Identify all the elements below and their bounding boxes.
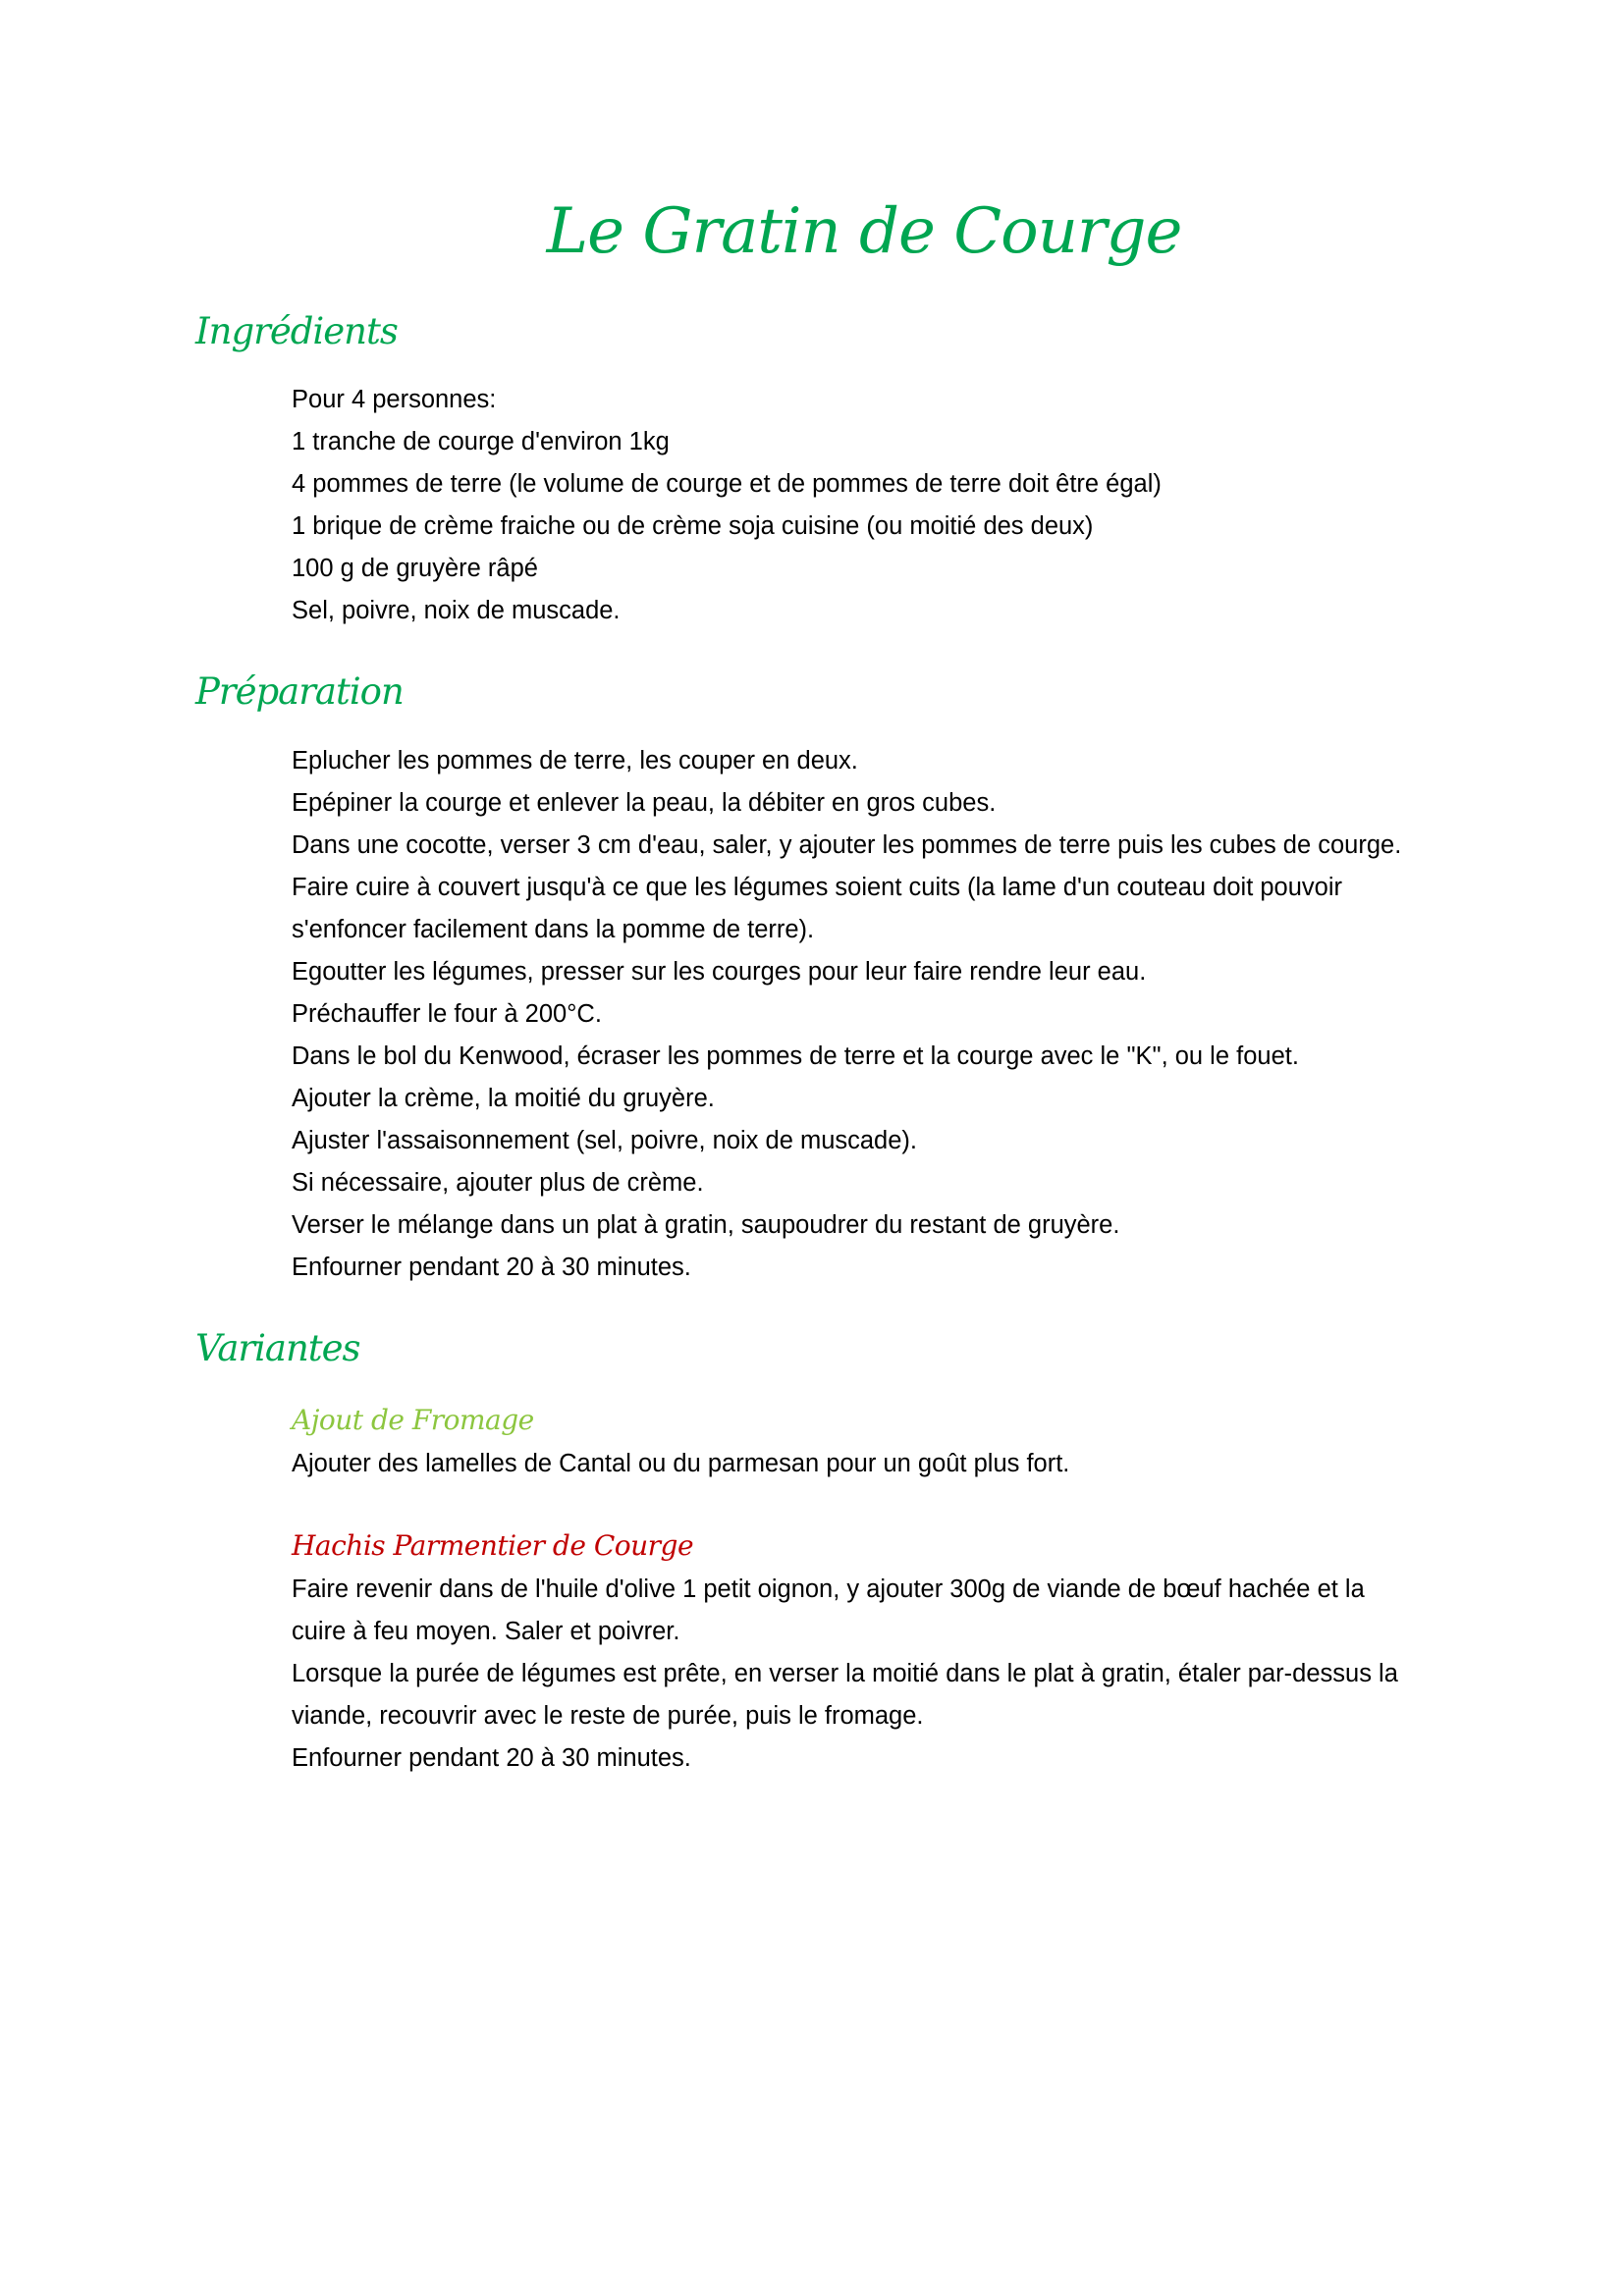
preparation-steps [292,740,1401,1289]
variantes-heading: Variantes [195,1327,360,1369]
ingredient-line: 1 tranche de courge d'environ 1kg [292,428,670,455]
ingredients-list [292,379,1162,632]
preparation-line: Ajuster l'assaisonnement (sel, poivre, noix de muscade). [292,1127,918,1154]
preparation-heading: Préparation [195,670,404,713]
variant-line: Ajouter des lamelles de Cantal ou du parmesan pour un goût plus fort. [292,1450,1070,1477]
preparation-line: Préchauffer le four à 200°C. [292,1000,602,1028]
variant-fromage-text [292,1443,1069,1485]
preparation-line: Dans une cocotte, verser 3 cm d'eau, saler, y ajouter les pommes de terre puis les cubes de courge. [292,831,1402,859]
variant-title-hachis: Hachis Parmentier de Courge [292,1529,694,1562]
preparation-line: Epépiner la courge et enlever la peau, la débiter en gros cubes. [292,789,997,817]
preparation-line: Dans le bol du Kenwood, écraser les pommes de terre et la courge avec le "K", ou le fouet. [292,1042,1299,1070]
variant-title-fromage: Ajout de Fromage [292,1404,534,1436]
preparation-line: Egoutter les légumes, presser sur les courges pour leur faire rendre leur eau. [292,958,1147,986]
ingredient-line: 100 g de gruyère râpé [292,555,538,582]
variant-hachis-text [292,1569,1398,1780]
ingredient-line: Pour 4 personnes: [292,386,497,413]
ingredient-line: 4 pommes de terre (le volume de courge et de pommes de terre doit être égal) [292,470,1162,498]
ingredients-heading: Ingrédients [195,310,398,352]
variant-line: cuire à feu moyen. Saler et poivrer. [292,1618,680,1645]
ingredient-line: 1 brique de crème fraiche ou de crème soja cuisine (ou moitié des deux) [292,512,1094,540]
preparation-line: Si nécessaire, ajouter plus de crème. [292,1169,704,1197]
preparation-line: Ajouter la crème, la moitié du gruyère. [292,1085,715,1112]
recipe-title: Le Gratin de Courge [546,195,1182,268]
preparation-line: Faire cuire à couvert jusqu'à ce que les légumes soient cuits (la lame d'un couteau doit pouvoir [292,874,1342,901]
variant-line: Enfourner pendant 20 à 30 minutes. [292,1744,691,1772]
preparation-line: Verser le mélange dans un plat à gratin, saupoudrer du restant de gruyère. [292,1211,1120,1239]
preparation-line: s'enfoncer facilement dans la pomme de terre). [292,916,815,943]
variant-line: Lorsque la purée de légumes est prête, en verser la moitié dans le plat à gratin, étaler par-dessus la [292,1660,1398,1687]
ingredient-line: Sel, poivre, noix de muscade. [292,597,621,624]
preparation-line: Eplucher les pommes de terre, les couper en deux. [292,747,858,774]
variant-line: Faire revenir dans de l'huile d'olive 1 petit oignon, y ajouter 300g de viande de bœuf hachée et la [292,1575,1365,1603]
preparation-line: Enfourner pendant 20 à 30 minutes. [292,1254,691,1281]
variant-line: viande, recouvrir avec le reste de purée, puis le fromage. [292,1702,924,1730]
